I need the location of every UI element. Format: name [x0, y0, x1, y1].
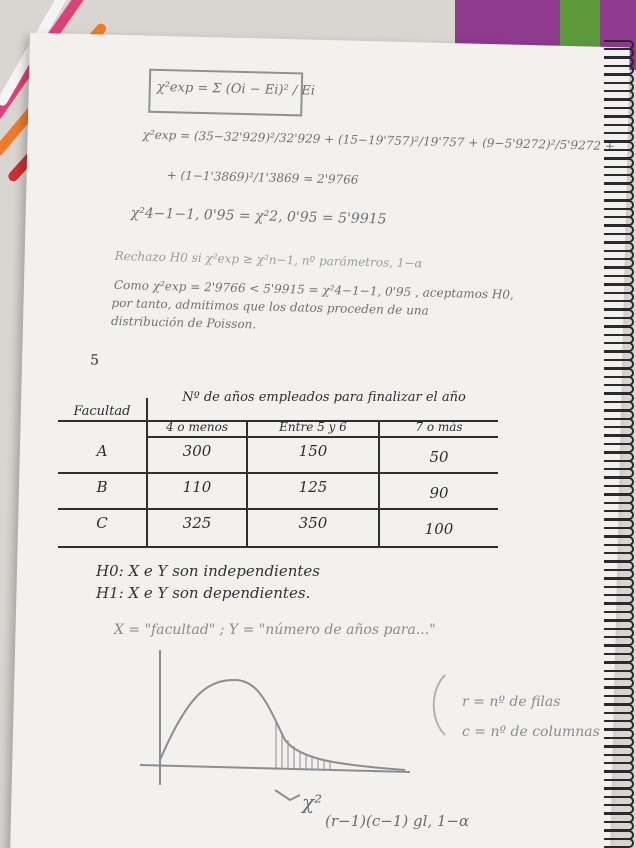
cell-b-1: 110: [182, 478, 212, 496]
hypothesis-h0: H0: X e Y son independientes: [96, 562, 320, 580]
col-header-3: 7 o más: [415, 420, 463, 434]
row-label-b: B: [96, 478, 108, 496]
col-header-1: 4 o menos: [165, 420, 229, 434]
row-label-a: A: [96, 442, 108, 460]
calc-line-1: χ²exp = (35−32'929)²/32'929 + (15−19'757)²/19'757 + (9−5'9272)²/5'9272 +: [142, 127, 616, 154]
cell-a-2: 150: [298, 442, 328, 460]
hypothesis-h1: H1: X e Y son dependientes.: [96, 584, 311, 602]
conclusion-line-1: Como χ²exp = 2'9766 < 5'9915 = χ²4−1−1, 0'95 , aceptamos H0,: [113, 277, 514, 302]
c-definition: c = nº de columnas: [462, 724, 600, 740]
rule-line: Rechazo H0 si χ²exp ≥ χ²n−1, nº parámetros, 1−α: [114, 248, 423, 271]
cell-b-3: 90: [429, 484, 449, 502]
col-header-2: Entre 5 y 6: [279, 420, 347, 434]
chi-label: χ²: [302, 790, 323, 814]
corner-label: Facultad: [73, 404, 131, 419]
group-header: Nº de años empleados para finalizar el año: [182, 390, 466, 405]
cell-c-3: 100: [424, 520, 454, 538]
cell-c-1: 325: [182, 514, 212, 532]
cell-c-2: 350: [298, 514, 328, 532]
spiral-binding: [600, 40, 636, 848]
conclusion-line-3: distribución de Poisson.: [110, 313, 257, 332]
calc-line-2: + (1−1'3869)²/1'3869 = 2'9766: [166, 168, 359, 187]
cell-a-1: 300: [182, 442, 212, 460]
df-label: (r−1)(c−1) gl, 1−α: [325, 812, 470, 830]
cell-b-2: 125: [298, 478, 328, 496]
problem-number: 5: [89, 352, 100, 369]
row-label-c: C: [96, 514, 108, 532]
r-definition: r = nº de filas: [462, 694, 561, 710]
spiral-coil: [604, 838, 634, 848]
formula-box-text: χ²exp = Σ (Oi − Ei)² / Ei: [156, 79, 316, 99]
cell-a-3: 50: [429, 448, 449, 466]
variable-definitions: X = "facultad" ; Y = "número de años para...": [114, 622, 436, 638]
conclusion-line-2: por tanto, admitimos que los datos proceden de una: [111, 295, 429, 318]
calc-line-3: χ²4−1−1, 0'95 = χ²2, 0'95 = 5'9915: [130, 205, 387, 228]
